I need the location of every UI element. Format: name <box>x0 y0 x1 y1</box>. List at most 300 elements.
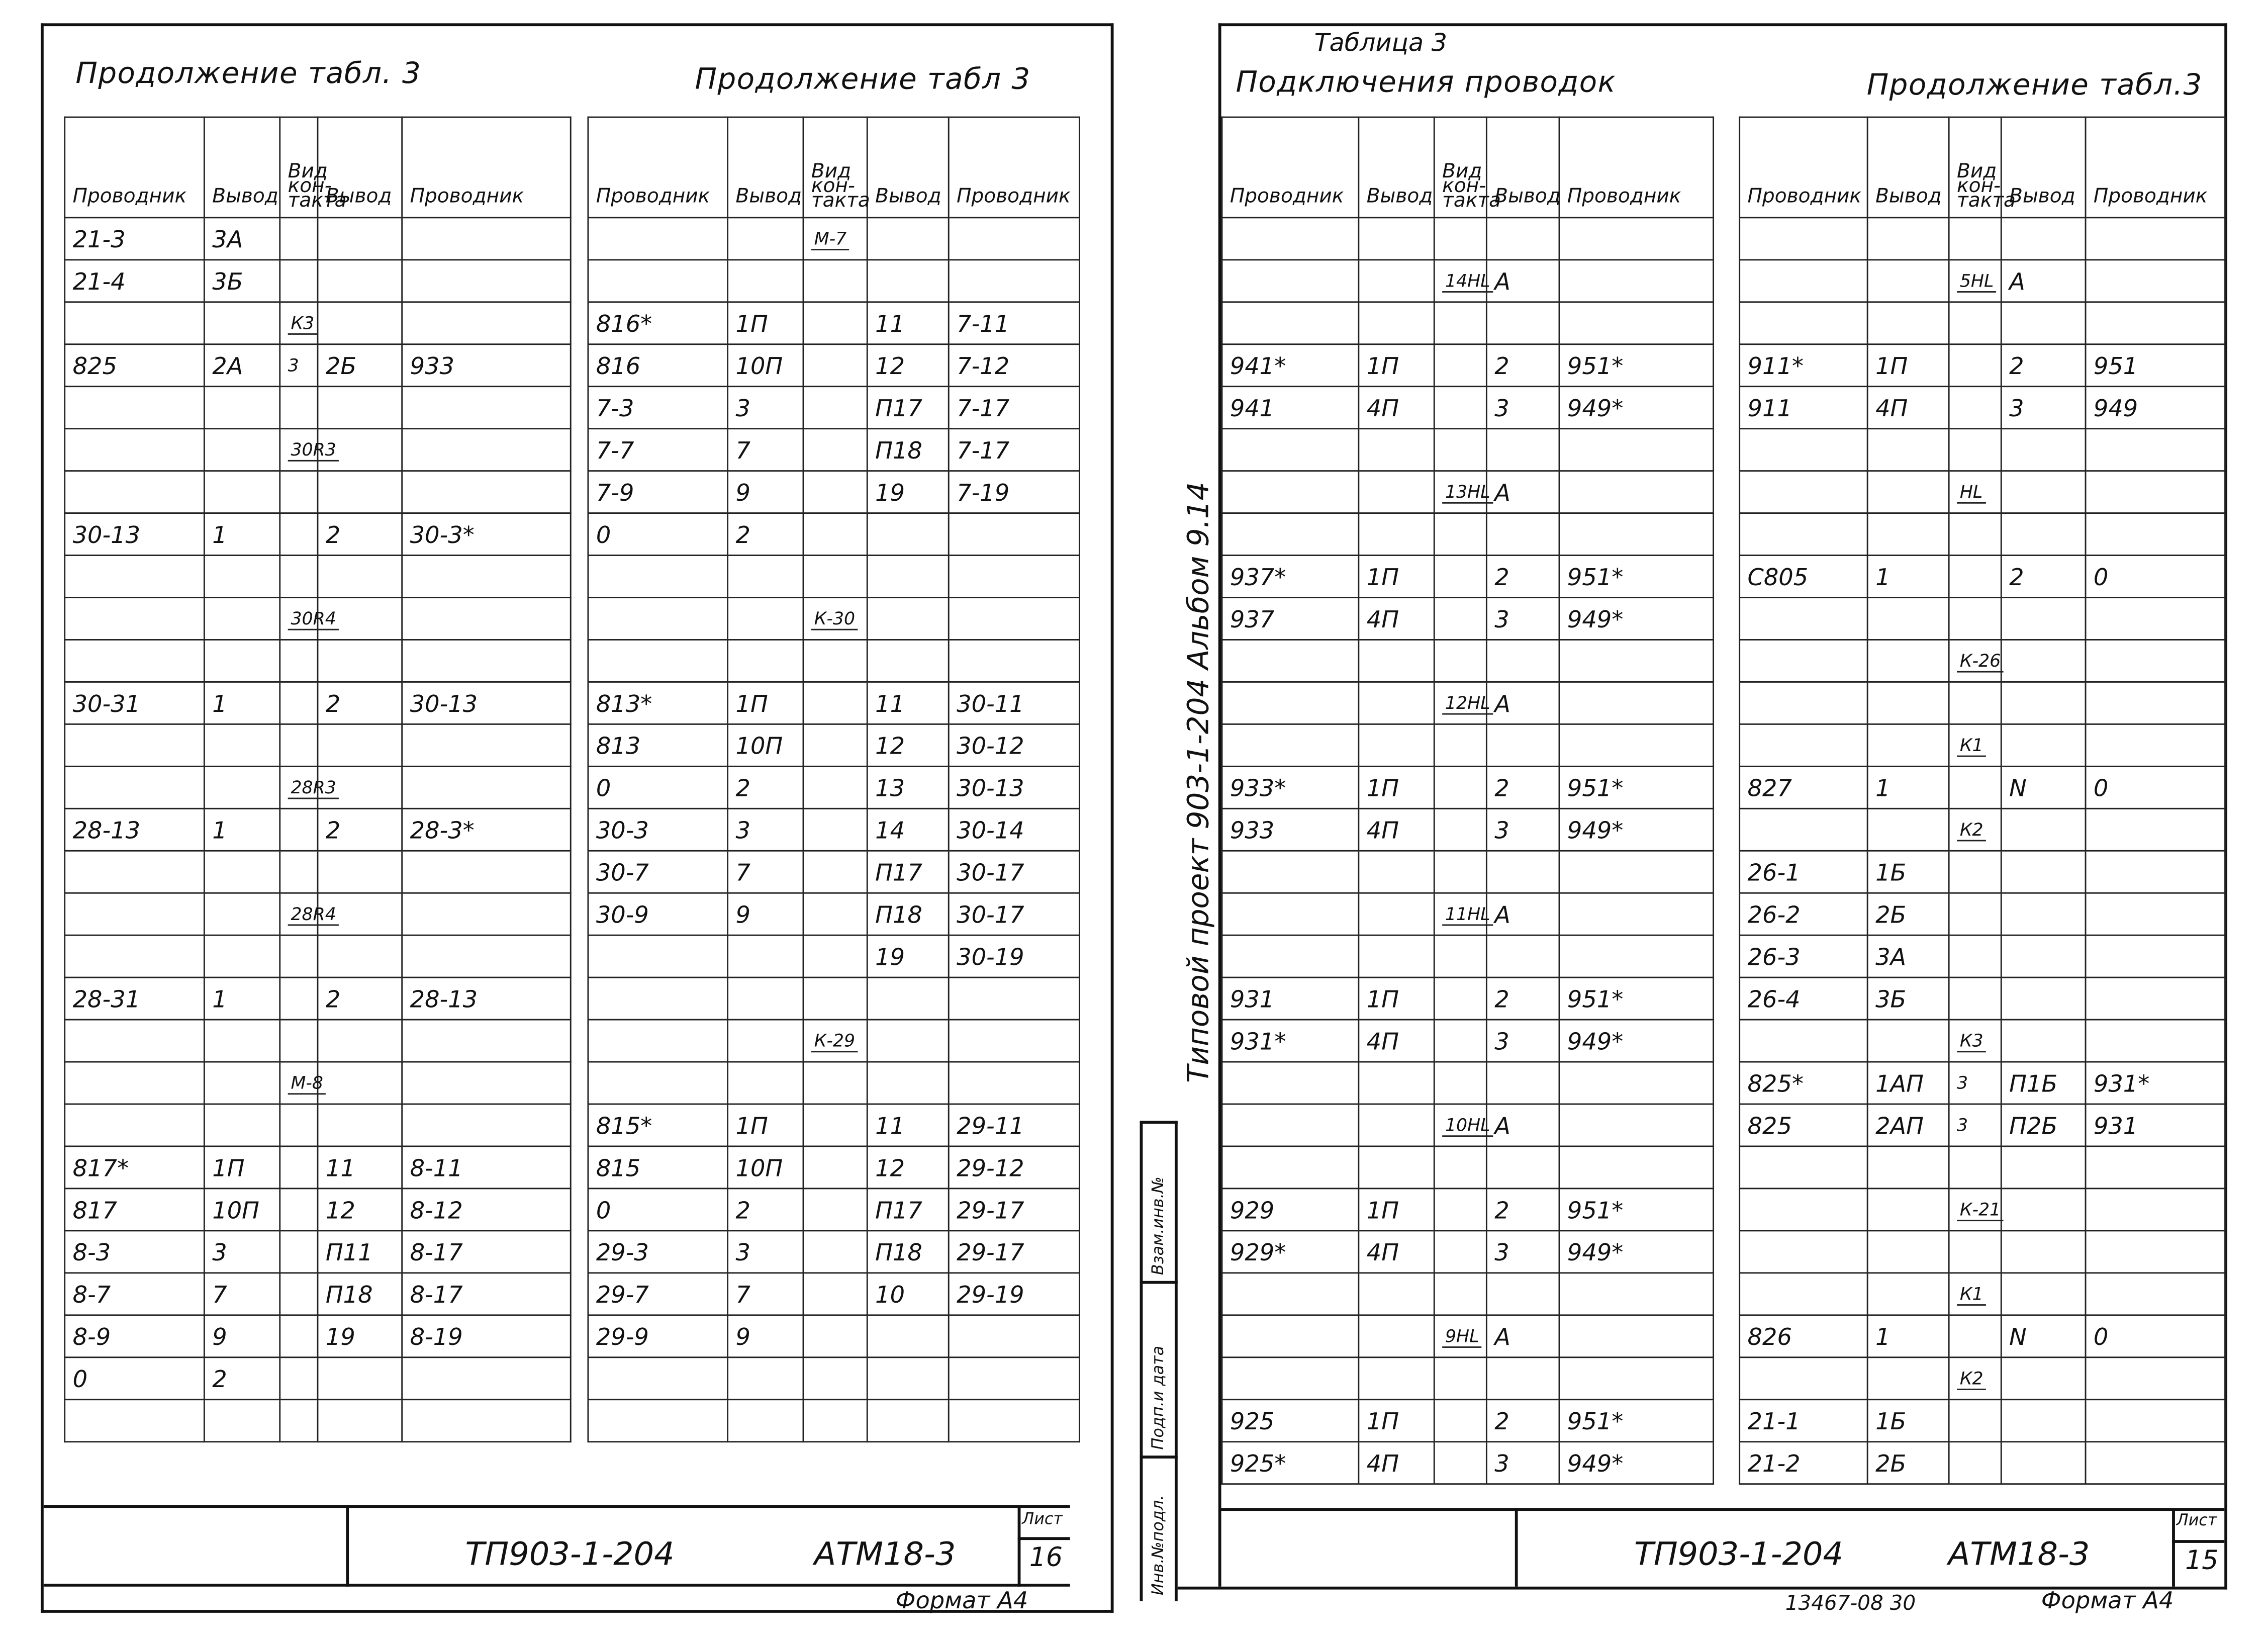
cell-conductor-from: 8-7 <box>65 1273 205 1315</box>
cell-terminal-from <box>1867 1020 1949 1062</box>
cell-conductor-from <box>588 260 728 302</box>
cell-conductor-to: 8-17 <box>402 1231 571 1273</box>
table-header-row <box>1740 117 2225 218</box>
cell-conductor-to <box>402 724 571 766</box>
table-row <box>65 766 571 808</box>
cell-conductor-from: 26-4 <box>1740 977 1868 1020</box>
cell-contact-type <box>803 851 867 893</box>
cell-terminal-to: N <box>2001 766 2086 808</box>
cell-conductor-from: 21-1 <box>1740 1400 1868 1442</box>
cell-contact-type <box>280 218 318 260</box>
cell-terminal-to: А <box>1486 682 1559 724</box>
cell-conductor-from <box>65 766 205 808</box>
cell-conductor-to <box>949 1357 1079 1400</box>
table-row <box>1740 977 2225 1020</box>
cell-terminal-to: 12 <box>318 1189 402 1231</box>
cell-conductor-from <box>65 471 205 513</box>
cell-conductor-from: С805 <box>1740 556 1868 598</box>
cell-conductor-from: 26-2 <box>1740 893 1868 935</box>
cell-conductor-from <box>1222 1062 1359 1104</box>
cell-terminal-from: 2 <box>728 766 803 808</box>
cell-conductor-from: 0 <box>588 513 728 556</box>
cell-conductor-to: 0 <box>2086 766 2225 808</box>
cell-conductor-from: 28-31 <box>65 977 205 1020</box>
cell-terminal-from: 1П <box>1359 977 1434 1020</box>
cell-terminal-from <box>204 935 279 977</box>
cell-conductor-from <box>1222 935 1359 977</box>
cell-contact-type <box>803 344 867 387</box>
cell-conductor-from: 8-9 <box>65 1315 205 1357</box>
cell-terminal-to: 2 <box>1486 1400 1559 1442</box>
device-label: 14HL <box>1442 271 1493 293</box>
cell-conductor-from: 929 <box>1222 1189 1359 1231</box>
cell-conductor-to: 7-12 <box>949 344 1079 387</box>
cell-conductor-to <box>1559 1357 1714 1400</box>
cell-terminal-to: П17 <box>867 851 949 893</box>
cell-contact-type: 3 <box>1949 1062 2001 1104</box>
cell-conductor-from <box>588 597 728 640</box>
cell-contact-type <box>280 1231 318 1273</box>
cell-terminal-to <box>867 1020 949 1062</box>
cell-conductor-from <box>1740 1273 1868 1315</box>
cell-conductor-to <box>2086 1273 2225 1315</box>
cell-terminal-from: 3 <box>728 1231 803 1273</box>
cell-conductor-from <box>1740 640 1868 682</box>
cell-conductor-from <box>1222 429 1359 471</box>
table-row <box>588 1104 1080 1146</box>
cell-conductor-to: 949* <box>1559 808 1714 851</box>
cell-terminal-from <box>1359 471 1434 513</box>
cell-conductor-from: 813* <box>588 682 728 724</box>
table-row <box>1222 724 1714 766</box>
table-row <box>65 851 571 893</box>
cell-contact-type <box>280 260 318 302</box>
table-row <box>65 1020 571 1062</box>
cell-contact-type <box>803 808 867 851</box>
cell-terminal-from: 1П <box>1359 1189 1434 1231</box>
cell-conductor-to: 951* <box>1559 344 1714 387</box>
cell-contact-type <box>1434 977 1486 1020</box>
cell-conductor-from <box>65 893 205 935</box>
cell-conductor-to <box>949 640 1079 682</box>
table-row <box>1740 766 2225 808</box>
cell-conductor-from: 30-31 <box>65 682 205 724</box>
right-stamp-sheet-label: Лист <box>2176 1511 2217 1530</box>
cell-conductor-from <box>588 1357 728 1400</box>
cell-contact-type <box>280 893 336 935</box>
cell-contact-type <box>280 1189 318 1231</box>
wiring-table-d <box>1739 117 2226 1485</box>
cell-contact-type <box>1434 1400 1486 1442</box>
table-row <box>1740 429 2225 471</box>
cell-conductor-from <box>1740 471 1868 513</box>
cell-terminal-to <box>318 1104 402 1146</box>
cell-conductor-to <box>402 556 571 598</box>
table-row <box>1740 1442 2225 1484</box>
cell-conductor-to <box>402 851 571 893</box>
cell-conductor-to: 931* <box>2086 1062 2225 1104</box>
cell-conductor-from: 827 <box>1740 766 1868 808</box>
cell-conductor-from: 817 <box>65 1189 205 1231</box>
cell-conductor-to <box>1559 1104 1714 1146</box>
table-header-row <box>1222 117 1714 218</box>
cell-terminal-to: 2 <box>318 808 402 851</box>
cell-terminal-to: П18 <box>318 1273 402 1315</box>
cell-conductor-to <box>402 302 571 344</box>
table-row <box>1222 387 1714 429</box>
cell-terminal-from <box>1359 302 1434 344</box>
cell-conductor-from <box>1222 302 1359 344</box>
cell-conductor-to <box>949 1062 1079 1104</box>
cell-conductor-from: 28-13 <box>65 808 205 851</box>
cell-terminal-from: 1 <box>1867 1315 1949 1357</box>
cell-terminal-from <box>1867 471 1949 513</box>
cell-conductor-from: 29-9 <box>588 1315 728 1357</box>
cell-terminal-from: 4П <box>1359 1020 1434 1062</box>
cell-terminal-from <box>1867 429 1949 471</box>
device-label: 12HL <box>1442 693 1493 714</box>
cell-conductor-to: 28-13 <box>402 977 571 1020</box>
cell-contact-type <box>1434 556 1486 598</box>
cell-contact-type <box>803 766 867 808</box>
cell-terminal-to: 3 <box>1486 1020 1559 1062</box>
cell-terminal-from <box>728 1400 803 1442</box>
cell-terminal-from: 1Б <box>1867 851 1949 893</box>
table-row <box>588 260 1080 302</box>
cell-contact-type <box>1434 429 1486 471</box>
table-row <box>588 808 1080 851</box>
cell-conductor-to <box>402 218 571 260</box>
cell-contact-type <box>803 556 867 598</box>
cell-contact-type <box>1949 556 2001 598</box>
margin-label-signature-date: Подп.и дата <box>1148 1345 1168 1450</box>
cell-contact-type <box>1949 513 2001 556</box>
cell-conductor-from <box>1222 893 1359 935</box>
table-row <box>1222 1315 1714 1357</box>
table-row <box>65 1062 571 1104</box>
table-row <box>1740 682 2225 724</box>
cell-terminal-from <box>1359 1273 1434 1315</box>
cell-conductor-to: 30-3* <box>402 513 571 556</box>
cell-contact-type <box>1434 640 1486 682</box>
cell-terminal-from: 2Б <box>1867 893 1949 935</box>
cell-conductor-from: 817* <box>65 1146 205 1189</box>
cell-terminal-to <box>318 260 402 302</box>
table-row <box>65 724 571 766</box>
left-stamp-sheet-number: 16 <box>1029 1542 1063 1574</box>
cell-conductor-to <box>402 640 571 682</box>
cell-conductor-to <box>1559 1146 1714 1189</box>
cell-terminal-from <box>204 851 279 893</box>
cell-terminal-from: 3 <box>728 387 803 429</box>
cell-terminal-to: А <box>1486 471 1559 513</box>
cell-conductor-from: 815 <box>588 1146 728 1189</box>
table-row <box>588 597 1080 640</box>
cell-terminal-from: 4П <box>1867 387 1949 429</box>
table-row <box>65 977 571 1020</box>
cell-conductor-to: 30-11 <box>949 682 1079 724</box>
table-row <box>1740 471 2225 513</box>
table-header-row <box>588 117 1080 218</box>
cell-conductor-from: 21-2 <box>1740 1442 1868 1484</box>
cell-contact-type <box>1434 260 1490 302</box>
table-row <box>1740 387 2225 429</box>
cell-conductor-from <box>1222 260 1359 302</box>
cell-conductor-to <box>402 471 571 513</box>
cell-conductor-from <box>1740 808 1868 851</box>
table-row <box>588 302 1080 344</box>
cell-conductor-to: 30-17 <box>949 893 1079 935</box>
header-conductor-from: Проводник <box>1740 117 1868 218</box>
cell-contact-type <box>1949 597 2001 640</box>
cell-contact-type <box>803 682 867 724</box>
table-row <box>588 471 1080 513</box>
table-row <box>588 556 1080 598</box>
cell-terminal-from <box>204 766 279 808</box>
margin-label-original-inv: Инв.№подл. <box>1148 1495 1168 1596</box>
cell-terminal-to <box>1486 1062 1559 1104</box>
cell-terminal-to <box>2001 851 2086 893</box>
cell-conductor-to: 951* <box>1559 556 1714 598</box>
cell-conductor-from <box>1222 513 1359 556</box>
cell-terminal-from <box>1867 640 1949 682</box>
cell-contact-type <box>280 302 318 344</box>
right-stamp-sheet-box <box>2172 1508 2175 1586</box>
cell-terminal-from: 2А <box>204 344 279 387</box>
table-row <box>65 1189 571 1231</box>
right-sheet-border-top <box>1218 23 2227 26</box>
cell-terminal-from: 2 <box>728 513 803 556</box>
right-margin-strip-top <box>1140 1121 1178 1123</box>
cell-terminal-from <box>204 1104 279 1146</box>
cell-conductor-to <box>1559 513 1714 556</box>
cell-terminal-to: 12 <box>867 1146 949 1189</box>
cell-conductor-to <box>402 893 571 935</box>
cell-conductor-from <box>588 1400 728 1442</box>
device-label: К2 <box>1957 820 1986 841</box>
cell-conductor-to: 30-13 <box>949 766 1079 808</box>
cell-terminal-from: 1 <box>204 513 279 556</box>
cell-terminal-from <box>728 260 803 302</box>
cell-terminal-from <box>1867 1231 1949 1273</box>
cell-terminal-to <box>1486 851 1559 893</box>
cell-contact-type <box>1434 597 1486 640</box>
table-row <box>65 1315 571 1357</box>
cell-conductor-to: 949* <box>1559 1231 1714 1273</box>
cell-conductor-to <box>949 977 1079 1020</box>
cell-terminal-from: 10П <box>204 1189 279 1231</box>
cell-conductor-to: 29-19 <box>949 1273 1079 1315</box>
cell-contact-type <box>803 1231 867 1273</box>
cell-conductor-from: 931* <box>1222 1020 1359 1062</box>
cell-terminal-to <box>867 1400 949 1442</box>
cell-conductor-to <box>2086 1231 2225 1273</box>
device-label: 5HL <box>1957 271 1997 293</box>
cell-contact-type <box>280 851 318 893</box>
cell-conductor-from <box>1740 597 1868 640</box>
cell-contact-type <box>280 766 336 808</box>
cell-contact-type <box>1434 1273 1486 1315</box>
cell-terminal-from: 2АП <box>1867 1104 1949 1146</box>
cell-terminal-to <box>2001 1020 2086 1062</box>
cell-conductor-from <box>588 218 728 260</box>
cell-terminal-to <box>2001 302 2086 344</box>
cell-conductor-to <box>1559 429 1714 471</box>
table-row <box>1222 640 1714 682</box>
cell-terminal-from <box>1867 1357 1949 1400</box>
cell-terminal-to: П2Б <box>2001 1104 2086 1146</box>
cell-terminal-from <box>1867 513 1949 556</box>
cell-contact-type <box>280 1062 324 1104</box>
table-row <box>65 513 571 556</box>
cell-conductor-to <box>949 513 1079 556</box>
table-row <box>1740 1146 2225 1189</box>
cell-contact-type <box>280 1273 318 1315</box>
cell-terminal-from: 1П <box>204 1146 279 1189</box>
cell-terminal-from: 1П <box>728 682 803 724</box>
cell-terminal-to: П18 <box>867 1231 949 1273</box>
cell-conductor-from <box>1222 724 1359 766</box>
cell-contact-type <box>1434 471 1490 513</box>
cell-terminal-to: 14 <box>867 808 949 851</box>
cell-terminal-from <box>728 597 803 640</box>
cell-conductor-to: 8-19 <box>402 1315 571 1357</box>
table-row <box>1740 1400 2225 1442</box>
table-row <box>1222 1400 1714 1442</box>
header-contact-type: Вид кон- такта <box>280 117 318 218</box>
cell-terminal-to: 19 <box>867 935 949 977</box>
table-row <box>1222 597 1714 640</box>
cell-conductor-to <box>1559 1062 1714 1104</box>
cell-contact-type <box>280 1020 318 1062</box>
cell-conductor-from <box>1222 1104 1359 1146</box>
cell-contact-type <box>1949 682 2001 724</box>
table-row <box>588 977 1080 1020</box>
cell-conductor-from <box>65 387 205 429</box>
cell-terminal-from: 7 <box>728 851 803 893</box>
cell-contact-type <box>803 218 867 260</box>
cell-terminal-from <box>1359 429 1434 471</box>
table-row <box>65 260 571 302</box>
cell-terminal-to <box>867 1357 949 1400</box>
table-row <box>1222 556 1714 598</box>
table-row <box>65 640 571 682</box>
cell-contact-type <box>1434 1020 1486 1062</box>
cell-terminal-from: 3А <box>204 218 279 260</box>
cell-terminal-to: 13 <box>867 766 949 808</box>
cell-terminal-from <box>204 1400 279 1442</box>
table-row <box>588 1315 1080 1357</box>
left-heading-continuation-a: Продолжение табл. 3 <box>75 55 422 90</box>
cell-terminal-from <box>728 1062 803 1104</box>
cell-conductor-from <box>1740 1231 1868 1273</box>
table-row <box>588 344 1080 387</box>
cell-contact-type <box>1949 1357 2001 1400</box>
cell-terminal-to: А <box>1486 1315 1559 1357</box>
table-row <box>1222 1231 1714 1273</box>
header-conductor-to: Проводник <box>2086 117 2225 218</box>
cell-conductor-from <box>588 1062 728 1104</box>
cell-conductor-from <box>65 724 205 766</box>
cell-conductor-to <box>2086 1442 2225 1484</box>
cell-terminal-to <box>2001 682 2086 724</box>
table-row <box>1740 556 2225 598</box>
cell-conductor-to <box>949 260 1079 302</box>
cell-terminal-to: 2 <box>1486 977 1559 1020</box>
cell-conductor-from: 30-7 <box>588 851 728 893</box>
table-row <box>1222 935 1714 977</box>
cell-conductor-from <box>1740 724 1868 766</box>
cell-terminal-from <box>1359 1146 1434 1189</box>
cell-conductor-from: 825 <box>65 344 205 387</box>
table-row <box>1222 1442 1714 1484</box>
cell-terminal-to <box>2001 597 2086 640</box>
cell-terminal-to: А <box>1486 893 1559 935</box>
cell-conductor-to: 29-11 <box>949 1104 1079 1146</box>
cell-terminal-from <box>1867 682 1949 724</box>
cell-contact-type <box>280 387 318 429</box>
cell-terminal-from <box>1359 218 1434 260</box>
cell-terminal-to <box>2001 1400 2086 1442</box>
cell-terminal-from: 3 <box>204 1231 279 1273</box>
table-row <box>588 682 1080 724</box>
right-margin-strip-sep2 <box>1140 1455 1178 1458</box>
cell-terminal-from <box>204 429 279 471</box>
left-format-label: Формат А4 <box>895 1586 1028 1614</box>
cell-contact-type <box>1434 1231 1486 1273</box>
cell-contact-type <box>803 1357 867 1400</box>
cell-contact-type <box>280 808 318 851</box>
cell-terminal-to <box>1486 513 1559 556</box>
cell-terminal-from: 1П <box>728 302 803 344</box>
cell-terminal-to <box>867 977 949 1020</box>
cell-terminal-from <box>1359 1357 1434 1400</box>
cell-contact-type <box>1434 302 1486 344</box>
cell-contact-type <box>280 1315 318 1357</box>
cell-terminal-to <box>2001 1146 2086 1189</box>
table-row <box>1222 513 1714 556</box>
cell-contact-type <box>1434 1146 1486 1189</box>
cell-terminal-from: 4П <box>1359 597 1434 640</box>
cell-terminal-from: 1 <box>1867 556 1949 598</box>
cell-conductor-from <box>1740 260 1868 302</box>
cell-conductor-to <box>2086 1146 2225 1189</box>
right-table-title: Подключения проводок <box>1236 64 1616 99</box>
cell-terminal-from <box>1359 851 1434 893</box>
cell-terminal-from <box>728 218 803 260</box>
cell-contact-type <box>803 513 867 556</box>
cell-contact-type <box>803 1315 867 1357</box>
cell-conductor-to <box>949 218 1079 260</box>
cell-terminal-to <box>318 218 402 260</box>
cell-terminal-from <box>728 977 803 1020</box>
table-row <box>588 1146 1080 1189</box>
cell-terminal-to <box>318 935 402 977</box>
cell-conductor-from <box>1740 302 1868 344</box>
cell-terminal-from: 10П <box>728 344 803 387</box>
cell-conductor-from <box>1222 1357 1359 1400</box>
cell-contact-type <box>1949 977 2001 1020</box>
cell-terminal-to <box>318 1400 402 1442</box>
cell-conductor-from <box>1222 851 1359 893</box>
wiring-table-c <box>1221 117 1714 1485</box>
cell-conductor-to: 8-11 <box>402 1146 571 1189</box>
cell-conductor-from: 925* <box>1222 1442 1359 1484</box>
cell-terminal-to: 2 <box>1486 556 1559 598</box>
cell-contact-type <box>280 935 318 977</box>
table-row <box>1740 597 2225 640</box>
left-heading-continuation-b: Продолжение табл 3 <box>695 61 1031 97</box>
